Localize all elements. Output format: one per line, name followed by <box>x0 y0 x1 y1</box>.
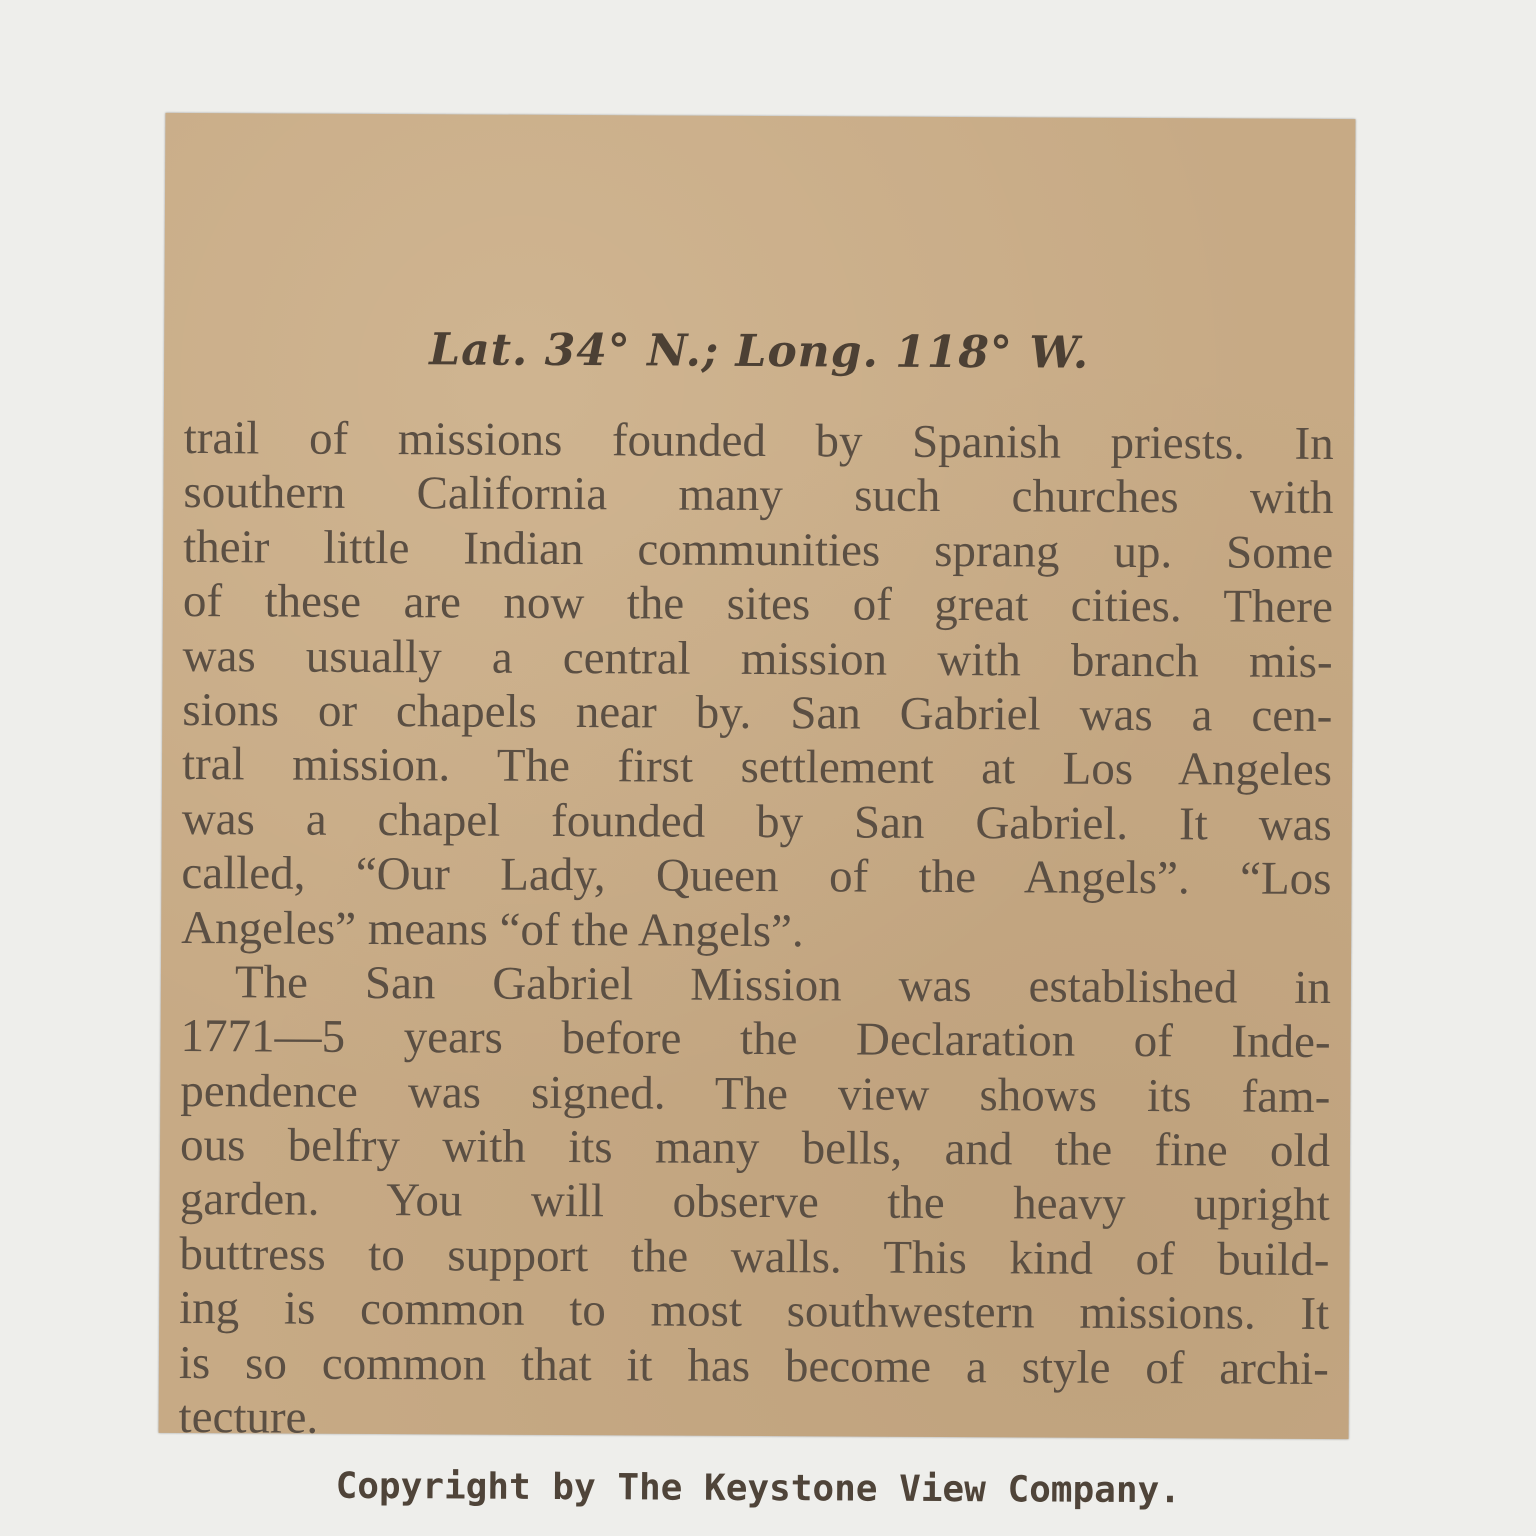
text-line: was usually a central mission with branch mis- <box>182 629 1333 688</box>
text-line: tral mission. The first settlement at Los Angeles <box>181 738 1333 797</box>
text-line: ing is common to most southwestern missions. It <box>179 1282 1330 1341</box>
coordinates-heading: Lat. 34° N.; Long. 118° W. <box>429 324 1090 379</box>
text-line: 1771—5 years before the Declaration of Inde- <box>180 1010 1331 1069</box>
text-line: tecture. <box>178 1391 319 1444</box>
text-line: of these are now the sites of great cities. There <box>182 575 1334 634</box>
text-line: called, “Our Lady, Queen of the Angels”. “Los <box>181 847 1332 906</box>
text-line: trail of missions founded by Spanish priests. In <box>183 411 1334 471</box>
text-line: sions or chapels near by. San Gabriel was a cen- <box>182 683 1333 742</box>
text-line: Angeles” means “of the Angels”. <box>181 901 804 957</box>
text-line: their little Indian communities sprang up. Some <box>183 520 1334 579</box>
text-line: pendence was signed. The view shows its fam- <box>180 1064 1331 1123</box>
text-line: garden. You will observe the heavy upright <box>179 1173 1330 1232</box>
text-line: ous belfry with its many bells, and the fine old <box>179 1119 1331 1178</box>
text-line: was a chapel founded by San Gabriel. It was <box>181 792 1332 851</box>
stereoview-card-back <box>159 113 1356 1512</box>
text-line: southern California many such churches with <box>183 466 1334 525</box>
description-text <box>178 411 1333 1450</box>
text-line: buttress to support the walls. This kind of build- <box>179 1227 1330 1286</box>
text-line: is so common that it has become a style of archi- <box>178 1336 1330 1395</box>
paragraph-start-line: The San Gabriel Mission was established in <box>234 956 1332 1014</box>
copyright-notice: Copyright by The Keystone View Company. <box>335 1465 1182 1512</box>
